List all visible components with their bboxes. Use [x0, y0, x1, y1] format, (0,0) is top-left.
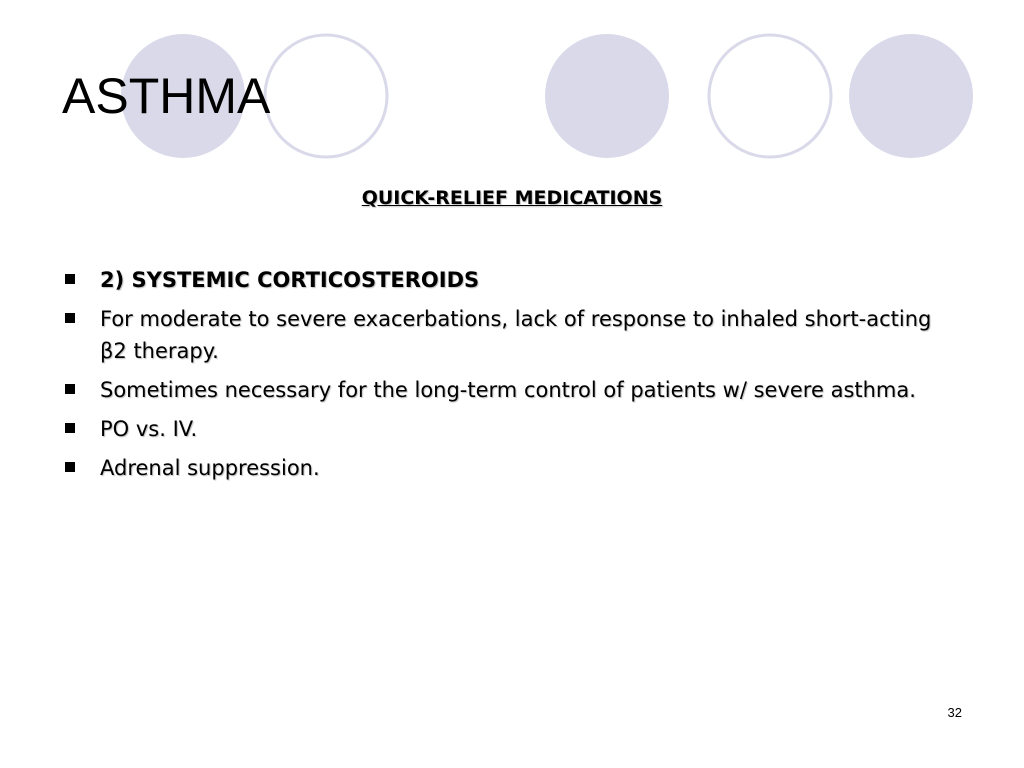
square-bullet-icon: [65, 313, 75, 323]
bullet-item: [62, 413, 952, 445]
bullet-item: [62, 452, 952, 484]
outline-circle: [709, 35, 831, 157]
filled-circle: [545, 34, 669, 158]
bullet-item: [62, 374, 952, 406]
square-bullet-icon: [65, 384, 75, 394]
filled-circle: [849, 34, 973, 158]
bullet-text: PO vs. IV.: [100, 417, 198, 441]
bullet-text: 2) SYSTEMIC CORTICOSTEROIDS: [100, 268, 480, 292]
square-bullet-icon: [65, 462, 75, 472]
bullet-item: [62, 303, 952, 367]
page-number: 32: [947, 705, 962, 720]
slide-subtitle: QUICK-RELIEF MEDICATIONS: [361, 187, 663, 209]
bullet-list: [62, 264, 952, 491]
bullet-text: Adrenal suppression.: [100, 456, 320, 480]
square-bullet-icon: [65, 274, 75, 284]
bullet-text: Sometimes necessary for the long-term control of patients w/ severe asthma.: [100, 378, 916, 402]
slide-title: ASTHMA: [62, 68, 271, 124]
bullet-item: [62, 264, 952, 296]
bullet-text: For moderate to severe exacerbations, lack of response to inhaled short-acting β2 therapy.: [100, 307, 932, 363]
square-bullet-icon: [65, 423, 75, 433]
outline-circle: [265, 35, 387, 157]
